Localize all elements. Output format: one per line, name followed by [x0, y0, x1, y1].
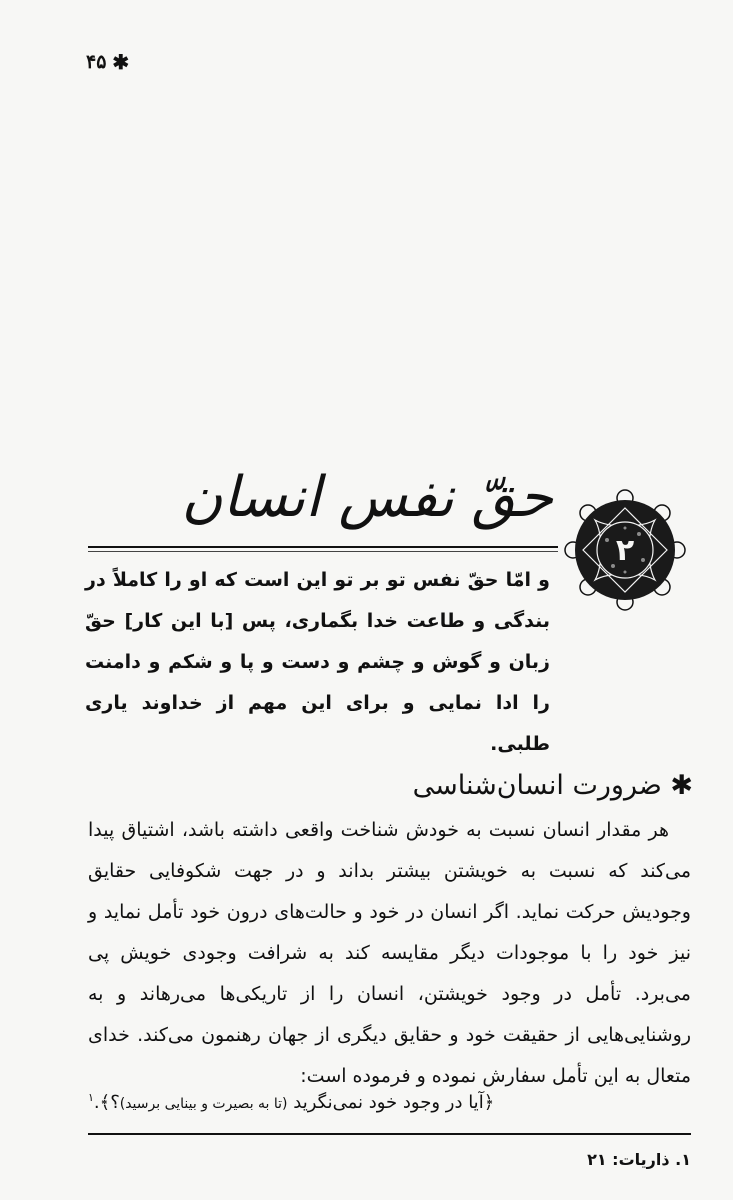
footnote-reference: ۱: [88, 1091, 94, 1104]
body-paragraph: [88, 810, 691, 1097]
section-heading: [413, 770, 693, 801]
quote-parenthetical: (تا به بصیرت و بینایی برسید): [119, 1096, 288, 1112]
section-heading-text: ضرورت انسان‌شناسی: [412, 770, 662, 801]
quote-close-bracket: ؟﴾.: [93, 1092, 120, 1113]
quote-open-bracket: ﴿: [483, 1092, 495, 1113]
title-divider-thin: [88, 551, 558, 552]
footnote-divider: [88, 1133, 691, 1135]
body-paragraph-text: هر مقدار انسان نسبت به خودش شناخت واقعی داشته باشد، اشتیاق پیدا می‌کند که نسبت به خویشتن بیشتر بداند و در جهت شکوفایی حقایق وجودیش حرکت نماید. اگر انسان در خود و حالت‌های درون خود تأمل نماید و نیز خود را با موجودات دیگر مقایسه کند به شرافت وجودی خویش پی می‌برد. تأمل در وجود خویشتن، انسان را از تاریکی‌ها می‌رهاند و به روشنایی‌هایی از حقیقت خود و حقایق دیگری از جهان رهنمون می‌کند. خدای متعال به این تأمل سفارش نموده و فرموده است:: [88, 819, 691, 1087]
quote-main-text: آیا در وجود خود نمی‌نگرید: [293, 1092, 484, 1113]
page-number: [86, 50, 129, 74]
chapter-title: حقّ نفس انسان: [181, 465, 553, 530]
hadith-text: و امّا حقّ نفس تو بر تو این است که او را کاملاً در بندگی و طاعت خدا بگماری، پس [با این کار] حقّ زبان و گوش و چشم و دست و پا و شکم و دامنت را ادا نمایی و برای این مهم از خداوند یاری طلبی.: [85, 569, 550, 755]
title-divider: [88, 546, 558, 548]
footnote-text: ۱. ذاریات: ۲۱: [587, 1150, 691, 1169]
quran-quote: [88, 1091, 691, 1113]
section-ornament-icon: ✱: [670, 770, 693, 801]
chapter-number-medallion-icon: [560, 485, 690, 615]
star-ornament-icon: ✱: [112, 50, 130, 74]
page-number-value: ۴۵: [86, 51, 107, 73]
chapter-number: ۲: [615, 533, 635, 568]
